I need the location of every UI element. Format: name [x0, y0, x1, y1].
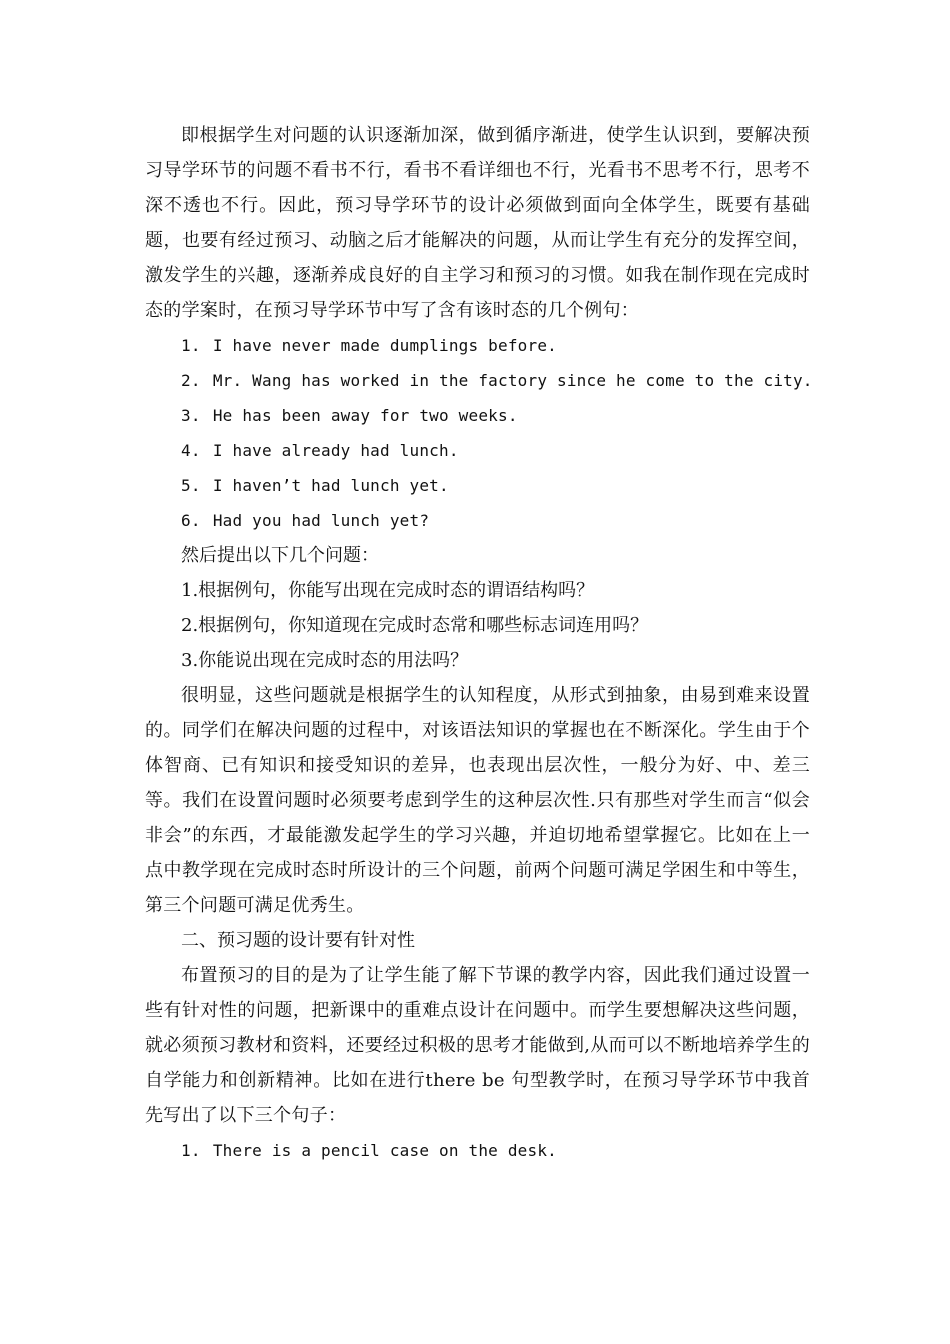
example-sentence-list	[145, 328, 813, 538]
example-sentence	[145, 503, 810, 538]
example-number: 6.	[181, 511, 201, 530]
example-text: I haven’t had lunch yet.	[212, 476, 449, 495]
paragraph-levels: 很明显，这些问题就是根据学生的认知程度，从形式到抽象，由易到难来设置的。同学们在解决问题的过程中，对该语法知识的掌握也在不断深化。学生由于个体智商、已有知识和接受知识的差异，也表现出层次性，一般分为好、中、差三等。我们在设置问题时必须要考虑到学生的这种层次性.只有那些对学生而言“似会非会”的东西，才最能激发起学生的学习兴趣，并迫切地希望掌握它。比如在上一点中教学现在完成时态时所设计的三个问题，前两个问题可满足学困生和中等生，第三个问题可满足优秀生。	[145, 685, 810, 916]
section-heading: 二、预习题的设计要有针对性	[181, 930, 415, 951]
example-sentence	[145, 328, 810, 363]
example-sentence	[145, 398, 810, 433]
example-sentence	[145, 433, 810, 468]
question-item: 2.根据例句，你知道现在完成时态常和哪些标志词连用吗？	[181, 615, 649, 636]
example-sentence	[145, 363, 813, 398]
example-number: 5.	[181, 476, 201, 495]
example-number: 1.	[181, 1141, 201, 1160]
example-text: I have never made dumplings before.	[212, 336, 557, 355]
example-number: 4.	[181, 441, 201, 460]
question-item: 1.根据例句，你能写出现在完成时态的谓语结构吗？	[181, 580, 595, 601]
example-text: Had you had lunch yet?	[212, 511, 430, 530]
example-number: 3.	[181, 406, 201, 425]
example-text: He has been away for two weeks.	[212, 406, 518, 425]
questions-intro: 然后提出以下几个问题：	[181, 545, 379, 566]
paragraph-progressive-design: 即根据学生对问题的认识逐渐加深，做到循序渐进，使学生认识到，要解决预习导学环节的问题不看书不行，看书不看详细也不行，光看书不思考不行，思考不深不透也不行。因此，预习导学环节的设计必须做到面向全体学生，既要有基础题，也要有经过预习、动脑之后才能解决的问题，从而让学生有充分的发挥空间，激发学生的兴趣，逐渐养成良好的自主学习和预习的习惯。如我在制作现在完成时态的学案时，在预习导学环节中写了含有该时态的几个例句：	[145, 125, 810, 321]
example-text: There is a pencil case on the desk.	[212, 1141, 557, 1160]
question-item: 3.你能说出现在完成时态的用法吗？	[181, 650, 469, 671]
example-text: Mr. Wang has worked in the factory since he come to the city.	[212, 371, 813, 390]
example-sentence	[145, 468, 810, 503]
example-text: I have already had lunch.	[212, 441, 459, 460]
example-number: 2.	[181, 371, 201, 390]
example-sentence	[145, 1133, 810, 1168]
example-number: 1.	[181, 336, 201, 355]
question-list	[145, 573, 810, 678]
document-page	[145, 118, 813, 1168]
paragraph-targeted-design: 布置预习的目的是为了让学生能了解下节课的教学内容，因此我们通过设置一些有针对性的问题，把新课中的重难点设计在问题中。而学生要想解决这些问题，就必须预习教材和资料，还要经过积极的思考才能做到,从而可以不断地培养学生的自学能力和创新精神。比如在进行there be 句型教学时，在预习导学环节中我首先写出了以下三个句子：	[145, 965, 810, 1126]
